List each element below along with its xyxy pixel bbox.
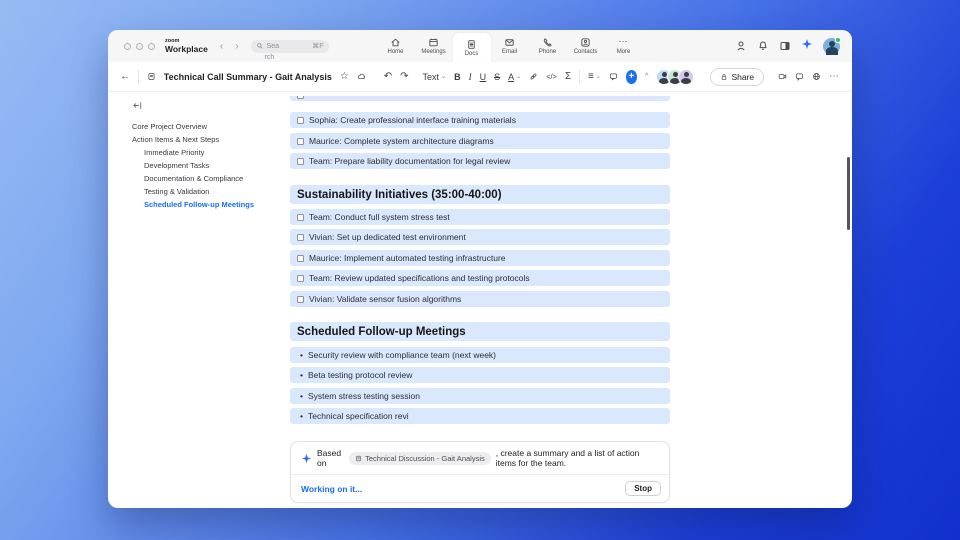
search-icon: [256, 42, 264, 50]
collapse-sidebar-button[interactable]: [132, 100, 278, 113]
checkbox[interactable]: [297, 117, 304, 124]
checklist-item[interactable]: Vivian: Set up dedicated test environment: [290, 229, 670, 245]
share-button[interactable]: Share: [710, 68, 764, 86]
more-icon: ⋯: [618, 36, 629, 46]
ai-companion-sparkle-icon[interactable]: [801, 37, 813, 55]
zoom-workplace-logo: [165, 39, 208, 54]
back-nav-button[interactable]: ‹: [219, 40, 224, 52]
collaborator-avatar[interactable]: [678, 69, 694, 85]
insert-plus-button[interactable]: +: [626, 70, 637, 84]
text-color-dropdown[interactable]: A ⌄: [508, 71, 522, 82]
contacts-icon: [580, 37, 591, 48]
chevron-down-icon: ⌄: [595, 74, 601, 80]
stop-button[interactable]: Stop: [625, 481, 661, 496]
alignment-dropdown[interactable]: ≡ ⌄: [587, 71, 601, 82]
comment-icon[interactable]: [609, 71, 618, 82]
checklist-item[interactable]: Team: Prepare liability documentation for legal review: [290, 153, 670, 169]
minimize-window-button[interactable]: [136, 43, 143, 50]
logo-workplace-text: Workplace: [165, 44, 208, 54]
panel-toggle-icon[interactable]: [779, 40, 791, 52]
checklist-item[interactable]: Sophia: Create professional interface training materials: [290, 112, 670, 128]
lock-icon: [720, 73, 728, 81]
bullet-item[interactable]: • Beta testing protocol review: [290, 367, 670, 383]
profile-icon[interactable]: [735, 40, 747, 52]
close-window-button[interactable]: [124, 43, 131, 50]
bold-button[interactable]: B: [454, 71, 461, 82]
outline-sidebar: [108, 92, 278, 508]
ai-prompt-suffix: , create a summary and a list of action items for the team.: [495, 448, 640, 468]
search-container: [251, 40, 329, 61]
checkbox[interactable]: [297, 138, 304, 145]
checkbox[interactable]: [297, 296, 304, 303]
checklist-item[interactable]: Vivian: Validate sensor fusion algorithms: [290, 291, 670, 307]
user-avatar[interactable]: [823, 38, 840, 55]
formula-button[interactable]: Σ: [564, 71, 572, 82]
chevron-down-icon: ⌄: [441, 74, 447, 80]
checkbox[interactable]: [297, 214, 304, 221]
titlebar-right-icons: [735, 37, 840, 55]
cloud-sync-icon[interactable]: [357, 71, 366, 82]
italic-button[interactable]: I: [468, 71, 472, 82]
link-icon[interactable]: [529, 71, 538, 82]
presence-status-dot: [835, 37, 841, 43]
strikethrough-button[interactable]: S: [494, 71, 501, 82]
checkbox[interactable]: [297, 96, 304, 99]
clipped-checklist-row[interactable]: [290, 96, 670, 101]
ai-prompt-row: [291, 442, 669, 474]
search-text-wrapped: rch: [264, 53, 275, 61]
text-style-dropdown[interactable]: Text ⌄: [422, 71, 447, 82]
outline-item-documentation-compliance[interactable]: Documentation & Compliance: [144, 174, 244, 183]
underline-button[interactable]: U: [479, 71, 487, 82]
bullet-item[interactable]: • System stress testing session: [290, 388, 670, 404]
outline-item-action-items[interactable]: Action Items & Next Steps: [132, 135, 220, 144]
outline-item-core-project-overview[interactable]: Core Project Overview: [132, 122, 208, 131]
app-tabs: [377, 30, 643, 62]
document-body: [108, 92, 852, 508]
video-camera-icon[interactable]: [778, 71, 787, 82]
back-button[interactable]: ←: [120, 71, 130, 82]
collapse-left-icon: [132, 100, 143, 111]
checkbox[interactable]: [297, 275, 304, 282]
outline-item-testing-validation[interactable]: Testing & Validation: [144, 187, 210, 196]
redo-button[interactable]: ↷: [400, 71, 409, 82]
logo-zoom-text: zoom: [165, 37, 180, 44]
section-heading-sustainability: Sustainability Initiatives (35:00-40:00): [290, 185, 670, 204]
checklist-item[interactable]: Team: Review updated specifications and testing protocols: [290, 270, 670, 286]
checklist-item[interactable]: Team: Conduct full system stress test: [290, 209, 670, 225]
maximize-window-button[interactable]: [148, 43, 155, 50]
zoom-workplace-window: [108, 30, 852, 508]
collaborator-avatars: [656, 69, 694, 85]
document-content: [290, 92, 670, 508]
source-document-chip[interactable]: Technical Discussion - Gait Analysis: [349, 452, 491, 465]
undo-button[interactable]: ↶: [383, 71, 393, 82]
docs-icon: [466, 39, 477, 50]
search-input[interactable]: [251, 40, 329, 53]
document-title: Technical Call Summary - Gait Analysis: [163, 71, 332, 82]
ai-status-row: [291, 474, 669, 502]
bullet-item[interactable]: • Technical specification revi: [290, 408, 670, 424]
tab-home[interactable]: Home: [377, 30, 415, 62]
section-heading-scheduled-meetings: Scheduled Follow-up Meetings: [290, 322, 670, 341]
tab-more[interactable]: ⋯ More: [616, 36, 631, 55]
forward-nav-button[interactable]: ›: [235, 40, 239, 52]
checkbox[interactable]: [297, 255, 304, 262]
collapse-toolbar-caret[interactable]: ^: [645, 73, 649, 80]
more-options-icon[interactable]: ⋯: [829, 71, 840, 82]
tab-contacts[interactable]: Contacts: [567, 30, 605, 62]
scrollbar-thumb[interactable]: [847, 157, 850, 230]
home-icon: [390, 37, 401, 48]
document-toolbar: [108, 62, 852, 92]
code-block-button[interactable]: </>: [546, 72, 557, 81]
checklist-item[interactable]: Maurice: Implement automated testing infrastructure: [290, 250, 670, 266]
outline-item-development-tasks[interactable]: Development Tasks: [144, 161, 210, 170]
ai-companion-panel: [290, 441, 670, 503]
calendar-icon: [428, 37, 439, 48]
tab-phone[interactable]: Phone: [529, 30, 567, 62]
tab-email[interactable]: Email: [491, 30, 529, 62]
favorite-star-icon[interactable]: ☆: [339, 71, 349, 82]
titlebar: [108, 30, 852, 62]
history-nav: [220, 41, 239, 52]
globe-icon[interactable]: [812, 71, 821, 82]
document-icon: [355, 455, 362, 462]
bullet-item[interactable]: • Security review with compliance team (next week): [290, 347, 670, 363]
tab-docs[interactable]: Docs: [453, 33, 491, 62]
search-text: Sea: [266, 42, 279, 50]
notifications-bell-icon[interactable]: [757, 40, 769, 52]
ai-prompt-prefix: Based on: [317, 448, 342, 468]
outline-item-scheduled-follow-up[interactable]: Scheduled Follow-up Meetings: [144, 200, 255, 209]
tab-meetings[interactable]: Meetings: [415, 30, 453, 62]
ai-sparkle-icon: [301, 453, 312, 464]
document-icon: [147, 71, 156, 82]
phone-icon: [542, 37, 553, 48]
checkbox[interactable]: [297, 158, 304, 165]
checklist-item[interactable]: Maurice: Complete system architecture diagrams: [290, 133, 670, 149]
ai-working-status: Working on it...: [301, 483, 363, 494]
outline-item-immediate-priority[interactable]: Immediate Priority: [144, 148, 205, 157]
search-shortcut: ⌘F: [312, 43, 324, 50]
chevron-down-icon: ⌄: [516, 74, 522, 80]
checkbox[interactable]: [297, 234, 304, 241]
chat-icon[interactable]: [795, 71, 804, 82]
email-icon: [504, 37, 515, 48]
window-controls[interactable]: [124, 43, 155, 50]
